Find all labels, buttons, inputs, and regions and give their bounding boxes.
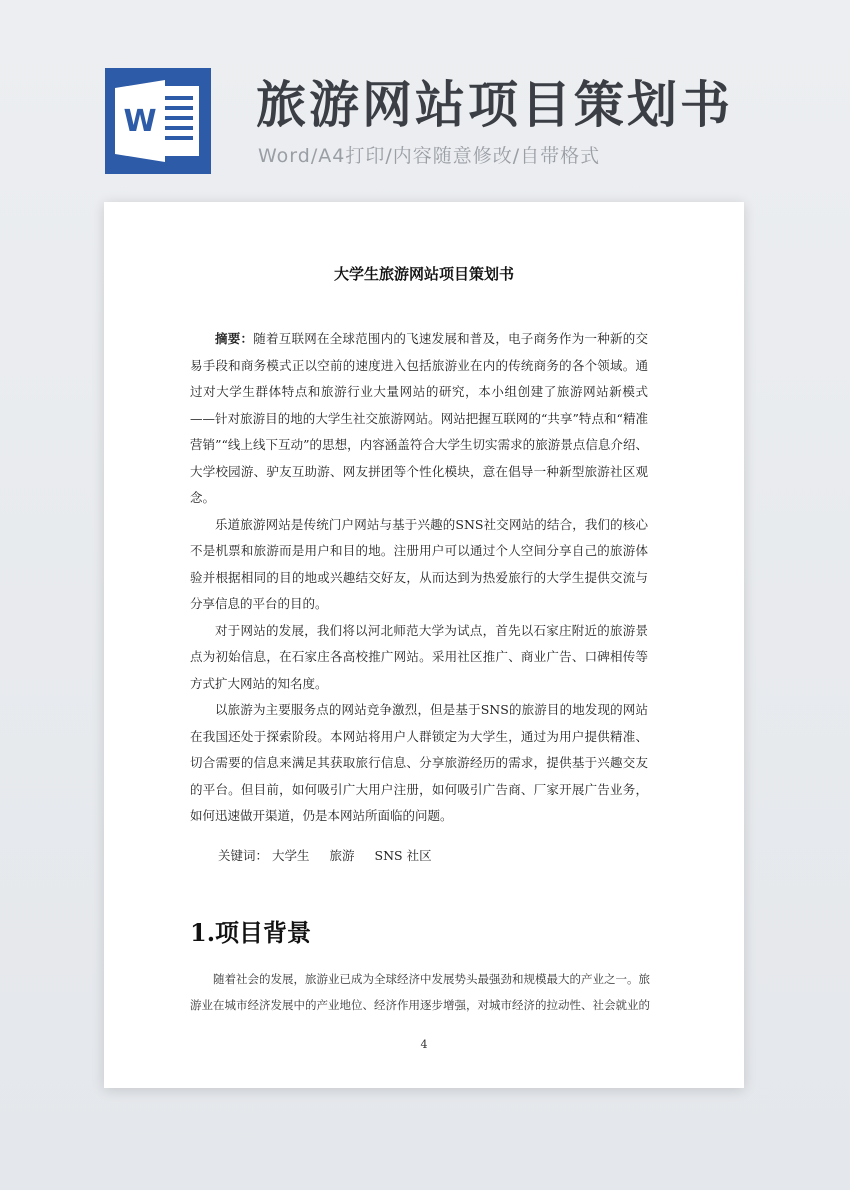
keyword-2: 旅游 [329, 848, 355, 863]
abstract-label: 摘要： [215, 331, 254, 346]
keywords-line [218, 846, 452, 866]
abstract-paragraph [190, 326, 648, 512]
body-paragraph-2: 对于网站的发展，我们将以河北师范大学为试点，首先以石家庄附近的旅游景点为初始信息，在石家庄各高校推广网站。采用社区推广、商业广告、口碑相传等方式扩大网站的知名度。 [190, 622, 648, 691]
abstract-text: 随着互联网在全球范围内的飞速发展和普及，电子商务作为一种新的交易手段和商务模式正以空前的速度进入包括旅游业在内的传统商务的各个领域。通过对大学生群体特点和旅游行业大量网站的研究，本小组创建了旅游网站新模式——针对旅游目的地的大学生社交旅游网站。网站把握互联网的“共享”特点和“精准营销”“线上线下互动”的思想，内容涵盖符合大学生切实需求的旅游景点信息介绍、大学校园游、驴友互助游、网友拼团等个性化模块，意在倡导一种新型旅游社区观念。 [190, 331, 648, 505]
keyword-1: 大学生 [272, 848, 310, 863]
keyword-3: SNS 社区 [374, 848, 432, 863]
document-title: 大学生旅游网站项目策划书 [333, 265, 514, 283]
section-paragraph: 随着社会的发展，旅游业已成为全球经济中发展势头最强劲和规模最大的产业之一。旅游业在城市经济发展中的产业地位、经济作用逐步增强，对城市经济的拉动性、社会就业的 [190, 972, 650, 1012]
keywords-label: 关键词： [218, 848, 269, 863]
banner-title: 旅游网站项目策划书 [256, 76, 733, 134]
document-page [104, 202, 744, 1088]
page-number: 4 [420, 1038, 428, 1051]
abstract-block [190, 326, 648, 830]
body-paragraph-3: 以旅游为主要服务点的网站竞争激烈，但是基于SNS的旅游目的地发现的网站在我国还处于探索阶段。本网站将用户人群锁定为大学生，通过为用户提供精准、切合需要的信息来满足其获取旅行信息、分享旅游经历的需求，提供基于兴趣交友的平台。但目前，如何吸引广大用户注册，如何吸引广告商、厂家开展广告业务，如何迅速做开渠道，仍是本网站所面临的问题。 [190, 702, 648, 823]
section-body [190, 966, 650, 1018]
word-logo-letter: W [123, 104, 157, 139]
banner-subtitle: Word/A4打印/内容随意修改/自带格式 [258, 145, 601, 167]
body-paragraph-1: 乐道旅游网站是传统门户网站与基于兴趣的SNS社交网站的结合，我们的核心不是机票和旅游而是用户和目的地。注册用户可以通过个人空间分享自己的旅游体验并根据相同的目的地或兴趣结交好友，从而达到为热爱旅行的大学生提供交流与分享信息的平台的目的。 [190, 516, 648, 611]
word-logo-icon [105, 68, 211, 174]
section-heading: 1.项目背景 [190, 918, 312, 947]
